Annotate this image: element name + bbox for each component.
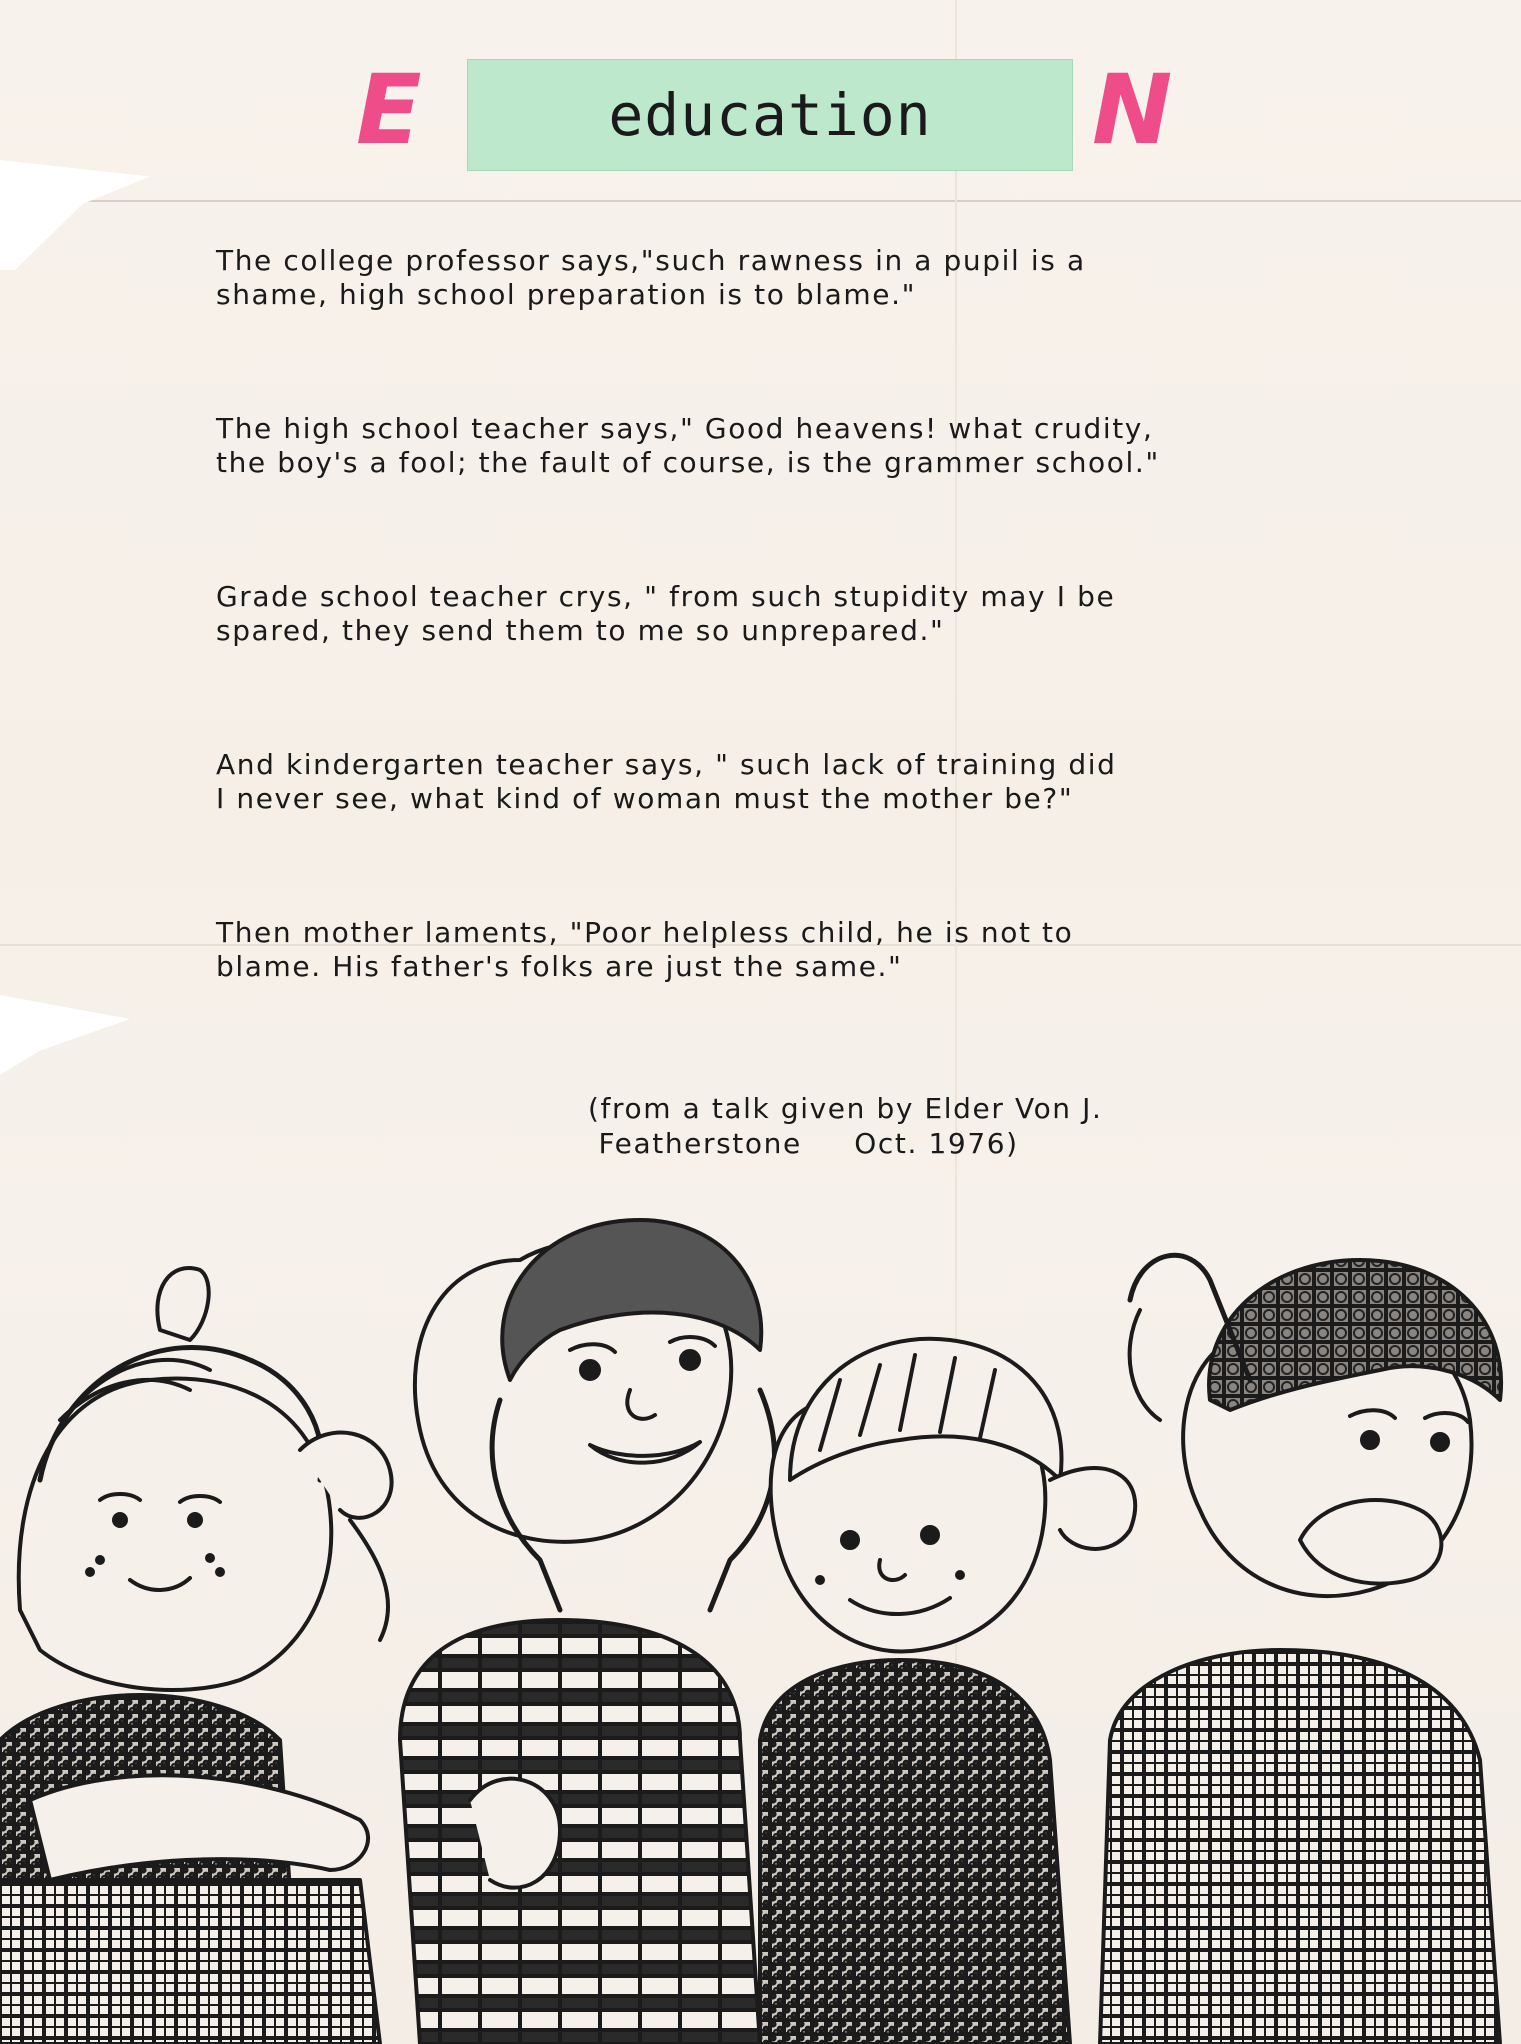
paper-tear bbox=[0, 160, 150, 270]
attribution-line-2: Featherstone Oct. 1976) bbox=[588, 1127, 1019, 1160]
boy-overalls-figure bbox=[760, 1339, 1135, 2044]
paper-tear bbox=[0, 995, 130, 1075]
poem-stanza: Grade school teacher crys, " from such stupidity may I be spared, they send them to me so unprepared." bbox=[216, 580, 1116, 647]
boy-striped-shirt-figure bbox=[400, 1220, 774, 2044]
poem bbox=[216, 244, 1296, 1084]
handwritten-title-left: E bbox=[356, 54, 426, 166]
page-title: education bbox=[608, 81, 932, 149]
fold-line-top bbox=[0, 200, 1521, 202]
children-illustration bbox=[0, 1180, 1521, 2044]
poem-stanza: The high school teacher says," Good heavens! what crudity, the boy's a fool; the fault of course, is the grammer school." bbox=[216, 412, 1160, 479]
attribution bbox=[588, 1091, 1103, 1161]
handwritten-title-right: N bbox=[1092, 54, 1177, 166]
attribution-line-1: (from a talk given by Elder Von J. bbox=[588, 1092, 1103, 1125]
poem-stanza: The college professor says,"such rawness in a pupil is a shame, high school preparation is to blame." bbox=[216, 244, 1086, 311]
boy-curly-hair-figure bbox=[1100, 1255, 1501, 2044]
girl-figure bbox=[0, 1268, 392, 2044]
poem-stanza: And kindergarten teacher says, " such lack of training did I never see, what kind of woman must the mother be?" bbox=[216, 748, 1117, 815]
poem-stanza: Then mother laments, "Poor helpless child, he is not to blame. His father's folks are just the same." bbox=[216, 916, 1074, 983]
title-label-strip bbox=[468, 60, 1072, 170]
